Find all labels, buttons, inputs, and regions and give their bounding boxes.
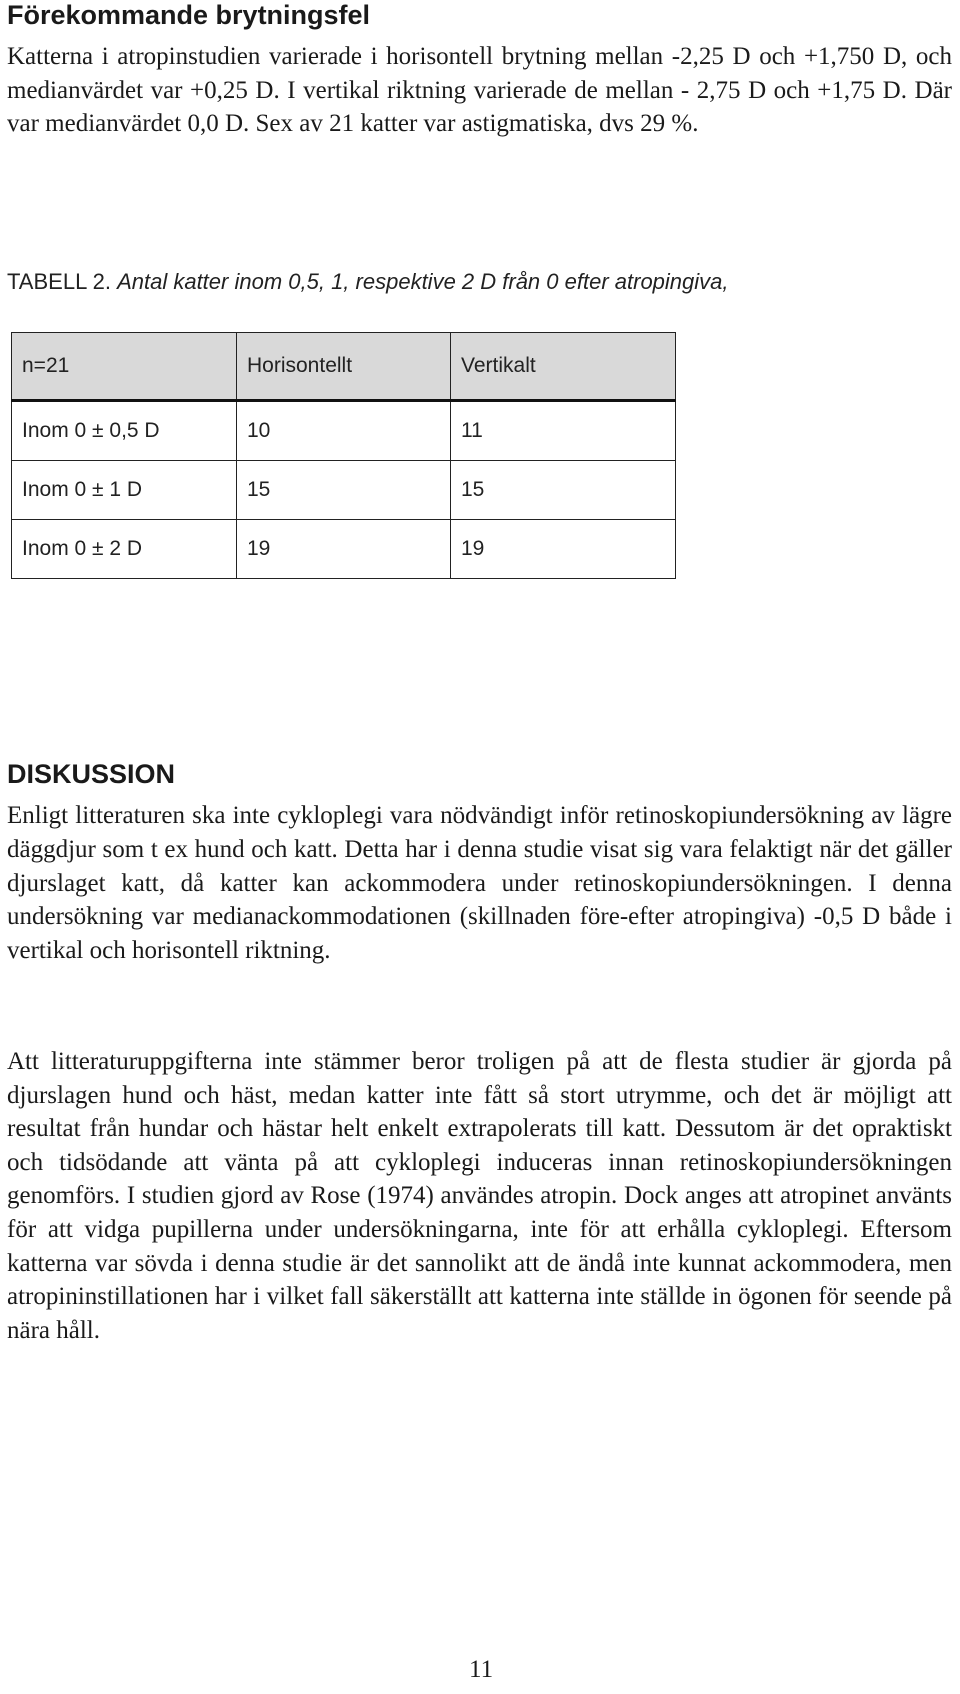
table-cell: Inom 0 ± 2 D <box>12 520 237 579</box>
table-row <box>12 461 676 520</box>
section-heading-refractive-errors: Förekommande brytningsfel <box>7 0 371 30</box>
table-row <box>12 520 676 579</box>
results-table <box>11 332 676 579</box>
table-cell: 19 <box>237 520 451 579</box>
table-header-cell: Vertikalt <box>451 333 676 401</box>
table-caption <box>7 268 729 296</box>
table-cell: 15 <box>237 461 451 520</box>
table-caption-text: Antal katter inom 0,5, 1, respektive 2 D från 0 efter atropingiva, <box>117 269 729 294</box>
table-header-cell: n=21 <box>12 333 237 401</box>
table-cell: 19 <box>451 520 676 579</box>
table-caption-label: TABELL 2. <box>7 269 111 294</box>
table-row <box>12 401 676 461</box>
table-cell: Inom 0 ± 1 D <box>12 461 237 520</box>
table-header-cell: Horisontellt <box>237 333 451 401</box>
section-heading-discussion: DISKUSSION <box>7 759 176 789</box>
table-cell: 10 <box>237 401 451 461</box>
table-header-row <box>12 333 676 401</box>
table-cell: 15 <box>451 461 676 520</box>
discussion-paragraph: Att litteraturuppgifterna inte stämmer beror troligen på att de flesta studier är gjorda på djurslagen hund och häst, medan katter inte fått så stort utrymme, och det är möjligt att resultat från hundar och hästar helt enkelt extrapolerats till katt. Dessutom är det opraktiskt och tidsödande att vänta på att cykloplegi induceras innan retinoskopiundersökningen genomförs. I studien gjord av Rose (1974) användes atropin. Dock anges att atropinet använts för att vidga pupillerna under undersökningarna, inte för att erhålla cykloplegi. Eftersom katterna var sövda i denna studie är det sannolikt att de ändå inte kunnat ackommodera, men atropininstillationen har i vilket fall säkerställt att katterna inte ställde in ögonen för seende på nära håll. <box>7 1048 952 1344</box>
page-number: 11 <box>469 1656 494 1683</box>
refractive-errors-paragraph: Katterna i atropinstudien varierade i horisontell brytning mellan -2,25 D och +1,750 D, och medianvärdet var +0,25 D. I vertikal riktning varierade de mellan - 2,75 D och +1,75 D. Där var medianvärdet 0,0 D. Sex av 21 katter var astigmatiska, dvs 29 %. <box>7 43 952 137</box>
table-cell: Inom 0 ± 0,5 D <box>12 401 237 461</box>
table-cell: 11 <box>451 401 676 461</box>
discussion-paragraph: Enligt litteraturen ska inte cykloplegi vara nödvändigt inför retinoskopiundersökning av lägre däggdjur som t ex hund och katt. Detta har i denna studie visat sig vara felaktigt när det gäller djurslaget katt, då katter kan ackommodera under retinoskopiundersökningen. I denna undersökning var medianackommodationen (skillnaden före-efter atropingiva) -0,5 D både i vertikal och horisontell riktning. <box>7 802 952 965</box>
